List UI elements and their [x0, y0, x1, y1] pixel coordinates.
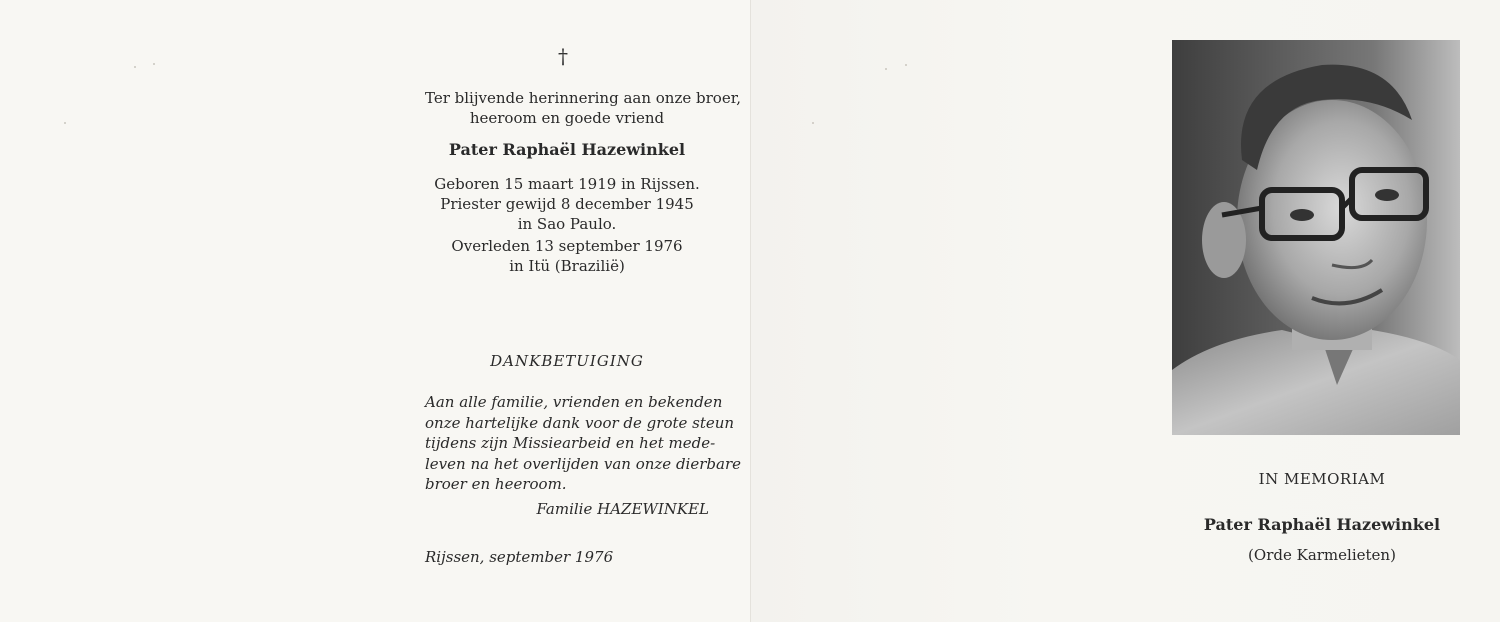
intro-text — [425, 88, 741, 128]
dank-line: Aan alle familie, vrienden en bekenden — [425, 393, 723, 411]
deceased-name-right: Pater Raphaël Hazewinkel — [1203, 515, 1441, 534]
death-info — [425, 236, 709, 276]
portrait-illustration — [1172, 40, 1460, 435]
death-line: in Itü (Brazilië) — [509, 257, 625, 275]
dank-line: tijdens zijn Missiearbeid en het mede- — [425, 434, 716, 452]
religious-order: (Orde Karmelieten) — [1248, 546, 1396, 564]
paper-speck — [905, 64, 907, 66]
memoriam-heading: IN MEMORIAM — [1258, 470, 1386, 488]
family-signature: Familie HAZEWINKEL — [536, 500, 709, 518]
dank-paragraph — [425, 392, 741, 495]
place-date: Rijssen, september 1976 — [425, 548, 614, 566]
birth-line: Priester gewijd 8 december 1945 — [440, 195, 694, 213]
birth-line: Geboren 15 maart 1919 in Rijssen. — [434, 175, 700, 193]
cross-symbol: † — [558, 44, 568, 68]
name-text: Pater Raphaël Hazewinkel — [448, 140, 686, 159]
paper-speck — [153, 63, 155, 65]
paper-speck — [885, 68, 887, 70]
paper-speck — [134, 66, 136, 68]
intro-line: Ter blijvende herinnering aan onze broer, — [425, 89, 741, 107]
birth-info — [425, 174, 709, 234]
birth-line: in Sao Paulo. — [517, 215, 617, 233]
death-line: Overleden 13 september 1976 — [451, 237, 683, 255]
dank-title: DANKBETUIGING — [490, 352, 644, 370]
deceased-name — [425, 139, 709, 161]
paper-speck — [64, 122, 66, 124]
intro-line: heeroom en goede vriend — [469, 109, 665, 127]
dank-line: onze hartelijke dank voor de grote steun — [425, 413, 735, 432]
paper-speck — [812, 122, 814, 124]
dank-line: leven na het overlijden van onze dierbare — [425, 454, 741, 473]
portrait-photo — [1172, 40, 1460, 435]
dank-line: broer en heeroom. — [425, 475, 567, 493]
